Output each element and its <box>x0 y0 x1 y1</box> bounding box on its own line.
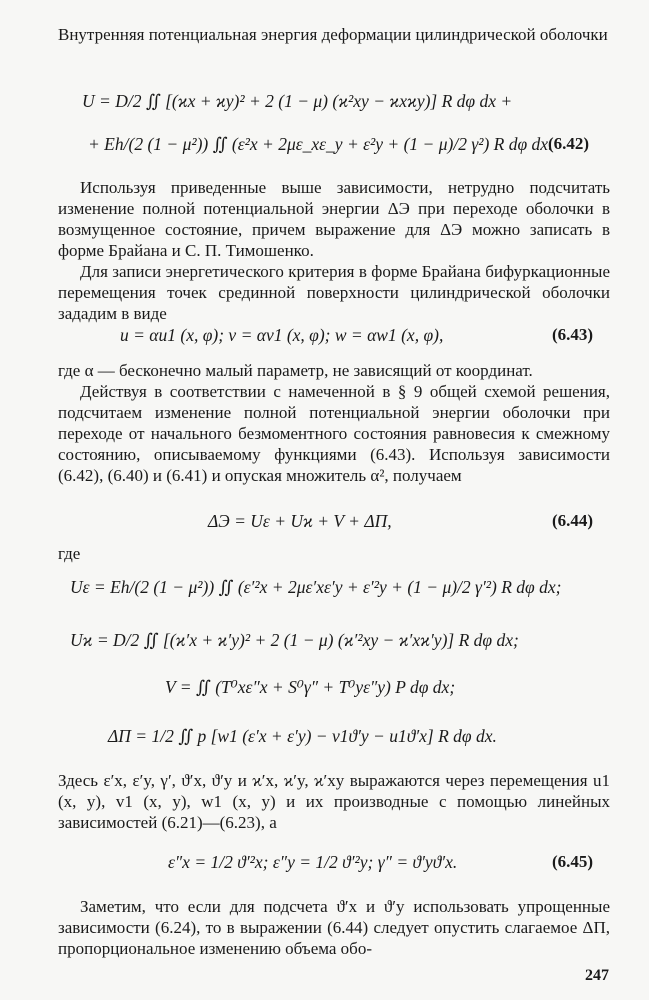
paragraph-alpha: где α — бесконечно малый параметр, не зависящий от координат. <box>58 361 533 380</box>
paragraph-intro: Внутренняя потенциальная энергия деформации цилиндрической оболочки <box>58 25 608 44</box>
equation-number-6-42: (6.42) <box>548 134 590 153</box>
paragraph-bryan-form: Для записи энергетического критерия в форме Брайана бифуркационные перемещения точек срединной поверхности цилиндрической оболочки зададим в виде <box>58 262 610 323</box>
equation-6-42-line1: U = D/2 ∬ [(ϰx + ϰy)² + 2 (1 − μ) (ϰ²xy − ϰxϰy)] R dφ dx + <box>82 91 513 111</box>
equation-delta-P: ΔП = 1/2 ∬ p [w1 (ε′x + ε′y) − v1ϑ′y − u1ϑ′x] R dφ dx. <box>108 726 497 746</box>
equation-U-epsilon: Uε = Eh/(2 (1 − μ²)) ∬ (ε′²x + 2με′xε′y + ε′²y + (1 − μ)/2 γ′²) R dφ dx; <box>70 577 562 597</box>
equation-number-6-43: (6.43) <box>552 325 594 344</box>
equation-6-45: ε″x = 1/2 ϑ′²x; ε″y = 1/2 ϑ′²y; γ″ = ϑ′yϑ′x. <box>168 852 458 872</box>
equation-6-43: u = αu1 (x, φ); v = αv1 (x, φ); w = αw1 (x, φ), <box>120 325 444 345</box>
paragraph-delta-energy: Используя приведенные выше зависимости, нетрудно подсчитать изменение полной потенциальной энергии ΔЭ при переходе оболочки в возмущенное состояние, причем выражение для ΔЭ можно записать в форме Брайана и С. П. Тимошенко. <box>58 178 610 260</box>
page-number: 247 <box>585 967 609 984</box>
equation-6-42-line2: + Eh/(2 (1 − μ²)) ∬ (ε²x + 2με_xε_y + ε²y + (1 − μ)/2 γ²) R dφ dx. <box>88 134 553 154</box>
equation-number-6-44: (6.44) <box>552 511 594 530</box>
equation-V: V = ∬ (T⁰xε″x + S⁰γ″ + T⁰yε″y) P dφ dx; <box>165 677 456 697</box>
paragraph-here: Здесь ε′x, ε′y, γ′, ϑ′x, ϑ′y и ϰ′x, ϰ′y, ϰ′xy выражаются через перемещения u1 (x, y), v1 (x, y), w1 (x, y) и их производные с помощью линейных зависимостей (6.21)—(6.23), а <box>58 771 610 832</box>
equation-number-6-45: (6.45) <box>552 852 594 871</box>
label-where: где <box>58 544 81 563</box>
paragraph-calculation: Действуя в соответствии с намеченной в § 9 общей схемой решения, подсчитаем изменение полной потенциальной энергии оболочки при переходе от начального безмоментного состояния равновесия к смежному состоянию, описываемому функциями (6.43). Используя зависимости (6.42), (6.40) и (6.41) и опуская множитель α², получаем <box>58 382 610 485</box>
paragraph-note: Заметим, что если для подсчета ϑ′x и ϑ′y использовать упрощенные зависимости (6.24), то в выражении (6.44) следует опустить слагаемое ΔП, пропорциональное изменению объема обо- <box>58 897 610 958</box>
equation-U-kappa: Uϰ = D/2 ∬ [(ϰ′x + ϰ′y)² + 2 (1 − μ) (ϰ′²xy − ϰ′xϰ′y)] R dφ dx; <box>70 630 519 650</box>
equation-6-44: ΔЭ = Uε + Uϰ + V + ΔП, <box>208 511 392 531</box>
